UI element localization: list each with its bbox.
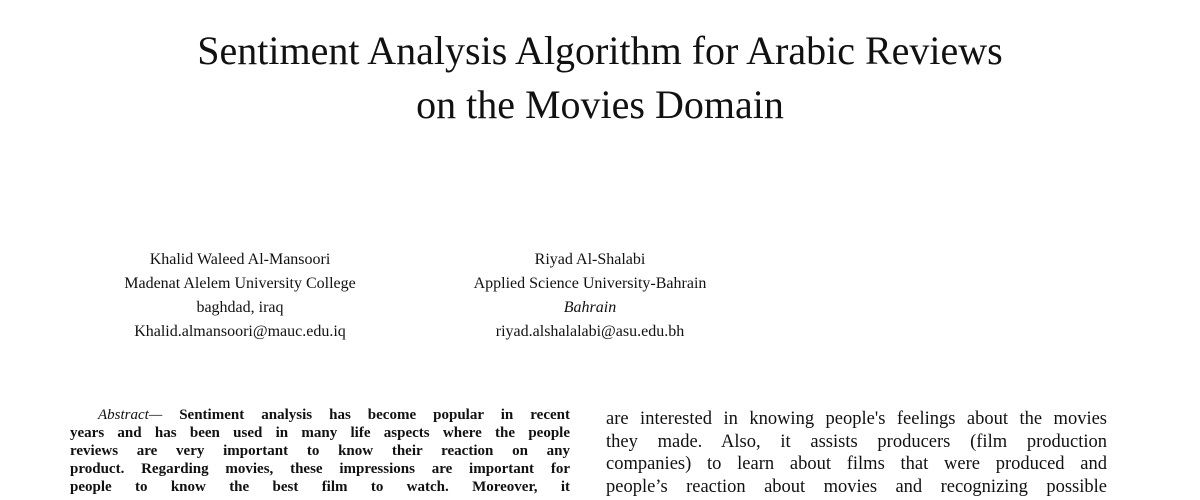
title-line-2: on the Movies Domain bbox=[416, 82, 784, 127]
abstract-text: Sentiment analysis has become popular in recent bbox=[179, 407, 570, 423]
body-column-right bbox=[606, 408, 1107, 498]
author-location: baghdad, iraq bbox=[196, 299, 284, 316]
abstract-line: years and has been used in many life aspects where the people bbox=[70, 425, 570, 441]
author-affiliation: Madenat Alelem University College bbox=[124, 275, 356, 292]
title-line-1: Sentiment Analysis Algorithm for Arabic Reviews bbox=[197, 28, 1003, 73]
author-email: Khalid.almansoori@mauc.edu.iq bbox=[134, 323, 346, 340]
author-block-2 bbox=[410, 248, 770, 344]
author-location: Bahrain bbox=[563, 299, 617, 316]
body-line: they made. Also, it assists producers (film production bbox=[606, 431, 1107, 452]
body-line: people’s reaction about movies and recognizing possible bbox=[606, 476, 1107, 497]
abstract-line: people to know the best film to watch. Moreover, it bbox=[70, 479, 570, 495]
abstract-line: reviews are very important to know their reaction on any bbox=[70, 443, 570, 459]
author-block-1 bbox=[50, 248, 430, 344]
author-name: Khalid Waleed Al-Mansoori bbox=[149, 251, 331, 268]
body-line: are interested in knowing people's feelings about the movies bbox=[606, 409, 1107, 429]
body-line: companies) to learn about films that were produced and bbox=[606, 454, 1107, 475]
paper-title bbox=[0, 24, 1200, 132]
abstract-line: product. Regarding movies, these impressions are important for bbox=[70, 461, 570, 477]
abstract-line bbox=[70, 406, 570, 424]
author-affiliation: Applied Science University-Bahrain bbox=[473, 275, 707, 292]
author-email: riyad.alshalalabi@asu.edu.bh bbox=[495, 323, 685, 340]
abstract-label: Abstract— bbox=[98, 407, 163, 423]
author-name: Riyad Al-Shalabi bbox=[534, 251, 646, 268]
abstract-column bbox=[70, 406, 570, 496]
